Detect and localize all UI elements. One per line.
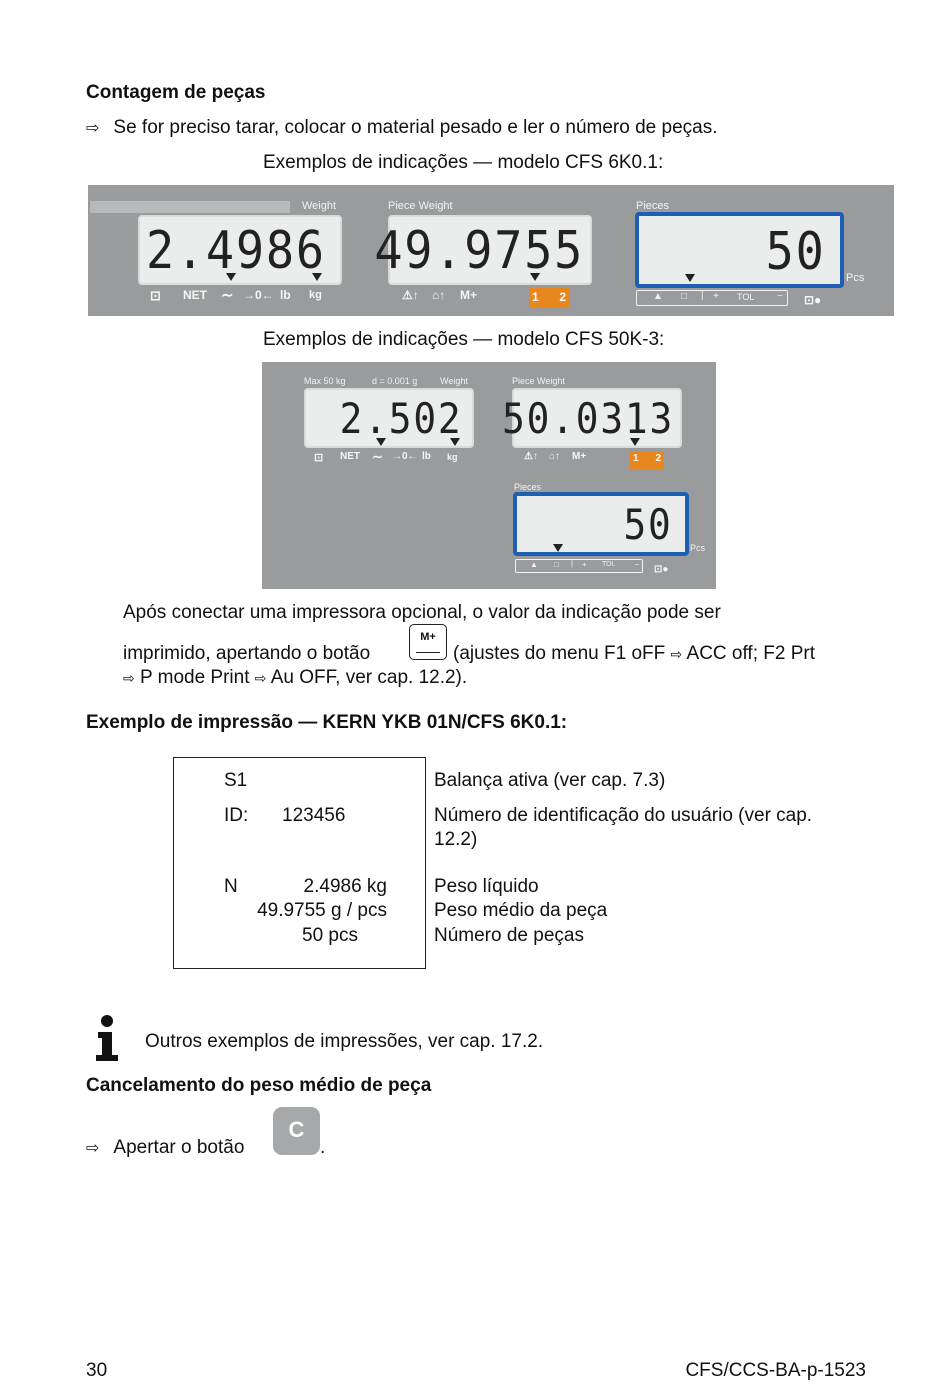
indicator-marker xyxy=(312,273,322,281)
desc-active-balance: Balança ativa (ver cap. 7.3) xyxy=(434,770,666,791)
bag-icon: □ xyxy=(681,291,688,302)
info-note-text: Outros exemplos de impressões, ver cap. 17.2. xyxy=(145,1031,544,1052)
paragraph-text: (ajustes do menu F1 oFF xyxy=(453,643,666,664)
kg-symbol: kg xyxy=(309,289,322,301)
net-symbol: NET xyxy=(183,288,207,302)
weight-lcd xyxy=(304,388,474,448)
piece-weight-label: Piece Weight xyxy=(388,200,453,212)
lb-symbol: lb xyxy=(422,451,431,462)
separator-icon: | xyxy=(571,559,574,568)
tol-symbol: TOL xyxy=(602,561,616,568)
accuracy-icon: ⚠↑ xyxy=(402,288,419,302)
pieces-lcd xyxy=(513,492,689,556)
net-symbol: NET xyxy=(340,451,360,462)
pcs-unit: Pcs xyxy=(690,543,706,553)
m-plus-key-icon xyxy=(409,624,447,660)
bag-icon: □ xyxy=(554,560,559,569)
plus-symbol: + xyxy=(582,560,587,569)
piece-weight-value: 50.0313 xyxy=(502,394,674,443)
print-net-weight: 2.4986 kg xyxy=(303,876,387,897)
key-underline xyxy=(416,652,440,653)
info-icon xyxy=(92,1014,122,1062)
paragraph-text: Au OFF, ver cap. 12.2). xyxy=(270,667,468,688)
piece-weight-lcd xyxy=(374,215,592,285)
step-period: . xyxy=(320,1137,326,1158)
print-n-label: N xyxy=(224,876,238,897)
badge-one: 1 xyxy=(633,453,639,464)
plus-symbol: + xyxy=(713,291,719,302)
document-code: CFS/CCS-BA-p-1523 xyxy=(685,1360,866,1381)
desc-count: Número de peças xyxy=(434,925,584,946)
display-panel-cfs50k xyxy=(262,362,716,589)
stable-icon: ∼ xyxy=(221,287,234,304)
indicator-marker xyxy=(226,273,236,281)
weight-value: 2.4986 xyxy=(146,221,326,281)
minus-symbol: − xyxy=(634,560,639,569)
arrow-right-icon: ⇨ xyxy=(254,671,267,687)
piece-weight-label: Piece Weight xyxy=(512,376,565,386)
step-instruction xyxy=(86,117,718,139)
key-label: M+ xyxy=(420,631,436,643)
desc-average-weight: Peso médio da peça xyxy=(434,900,608,921)
weight-lcd xyxy=(138,215,342,285)
printer-icon: ⊡ xyxy=(314,452,324,464)
arrow-right-icon: ⇨ xyxy=(86,118,100,137)
pieces-label: Pieces xyxy=(514,482,542,492)
print-s1: S1 xyxy=(224,770,248,791)
paragraph-line-3 xyxy=(123,667,467,689)
printer-icon: ⊡ xyxy=(150,288,161,303)
desc-net-weight: Peso líquido xyxy=(434,876,539,897)
pieces-value: 50 xyxy=(766,222,826,282)
badge-two: 2 xyxy=(559,290,566,304)
step-text: Se for preciso tarar, colocar o material pesado e ler o número de peças. xyxy=(113,117,718,138)
print-average-weight: 49.9755 g / pcs xyxy=(257,900,387,921)
separator-icon: | xyxy=(701,290,704,301)
pcs-unit: Pcs xyxy=(846,272,865,284)
kg-symbol: kg xyxy=(447,452,458,462)
caption-model-6k: Exemplos de indicações — modelo CFS 6K0.1: xyxy=(263,152,664,173)
indicator-marker xyxy=(530,273,540,281)
interface-badge xyxy=(529,288,569,308)
weight-value: 2.502 xyxy=(339,394,462,443)
section-heading-piece-counting: Contagem de peças xyxy=(86,82,266,103)
desc-user-id: Número de identificação do usuário (ver cap. xyxy=(434,805,813,826)
max-label: Max 50 kg xyxy=(304,376,346,386)
panel-highlight xyxy=(90,201,290,213)
display-panel-cfs6k xyxy=(88,185,894,316)
zero-symbol: →0← xyxy=(392,451,418,462)
section-heading-print-example: Exemplo de impressão — KERN YKB 01N/CFS 6K0.1: xyxy=(86,712,568,733)
battery-icon: ⊡● xyxy=(654,564,669,575)
tol-symbol: TOL xyxy=(737,292,755,302)
paragraph-text: imprimido, apertando o botão xyxy=(123,643,371,664)
accuracy-icon: ⚠↑ xyxy=(524,451,538,462)
memory-symbol: M+ xyxy=(460,288,478,302)
badge-two: 2 xyxy=(655,453,661,464)
lb-symbol: lb xyxy=(280,288,291,302)
indicator-marker xyxy=(553,544,563,552)
d-label: d = 0.001 g xyxy=(372,376,418,386)
paragraph-line-2-cont xyxy=(453,643,815,665)
interface-badge xyxy=(630,451,664,469)
step-text: Apertar o botão xyxy=(113,1137,245,1158)
paragraph-line-2 xyxy=(123,643,370,665)
indicator-marker xyxy=(685,274,695,282)
memory-symbol: M+ xyxy=(572,451,587,462)
weight-icon: ⌂↑ xyxy=(549,451,561,462)
pieces-label: Pieces xyxy=(636,200,670,212)
pieces-lcd xyxy=(635,212,844,288)
step-press-c xyxy=(86,1137,244,1159)
print-id-label: ID: xyxy=(224,805,249,826)
arrow-right-icon: ⇨ xyxy=(123,671,135,687)
paragraph-text: ACC off; F2 Prt xyxy=(686,643,815,664)
stable-icon: ∼ xyxy=(372,449,383,464)
print-count: 50 pcs xyxy=(302,925,358,946)
desc-user-id-cont: 12.2) xyxy=(434,829,478,850)
key-label: C xyxy=(288,1117,305,1142)
section-heading-cancel: Cancelamento do peso médio de peça xyxy=(86,1075,432,1096)
battery-icon: ⊡● xyxy=(804,293,822,307)
tolerance-bar xyxy=(636,290,788,306)
paragraph-line-1: Após conectar uma impressora opcional, o valor da indicação pode ser xyxy=(123,602,721,623)
weight-label: Weight xyxy=(302,200,337,212)
pieces-value: 50 xyxy=(623,500,673,549)
piece-weight-value: 49.9755 xyxy=(374,221,584,281)
badge-one: 1 xyxy=(532,290,539,304)
page-number: 30 xyxy=(86,1360,108,1381)
arrow-right-icon: ⇨ xyxy=(86,1138,100,1157)
minus-symbol: − xyxy=(777,291,783,302)
weight-icon: ⌂↑ xyxy=(432,288,446,302)
triangle-icon: ▲ xyxy=(530,560,538,569)
caption-model-50k: Exemplos de indicações — modelo CFS 50K-3: xyxy=(263,329,665,350)
triangle-icon: ▲ xyxy=(653,291,663,302)
paragraph-text: P mode Print xyxy=(140,667,250,688)
indicator-marker xyxy=(630,438,640,446)
piece-weight-lcd xyxy=(502,388,682,448)
c-key-icon xyxy=(273,1107,320,1155)
indicator-marker xyxy=(376,438,386,446)
arrow-right-icon: ⇨ xyxy=(670,647,683,663)
tolerance-bar xyxy=(515,559,643,573)
print-id-value: 123456 xyxy=(282,805,346,826)
indicator-marker xyxy=(450,438,460,446)
weight-label: Weight xyxy=(440,376,468,386)
zero-symbol: →0← xyxy=(243,288,274,302)
